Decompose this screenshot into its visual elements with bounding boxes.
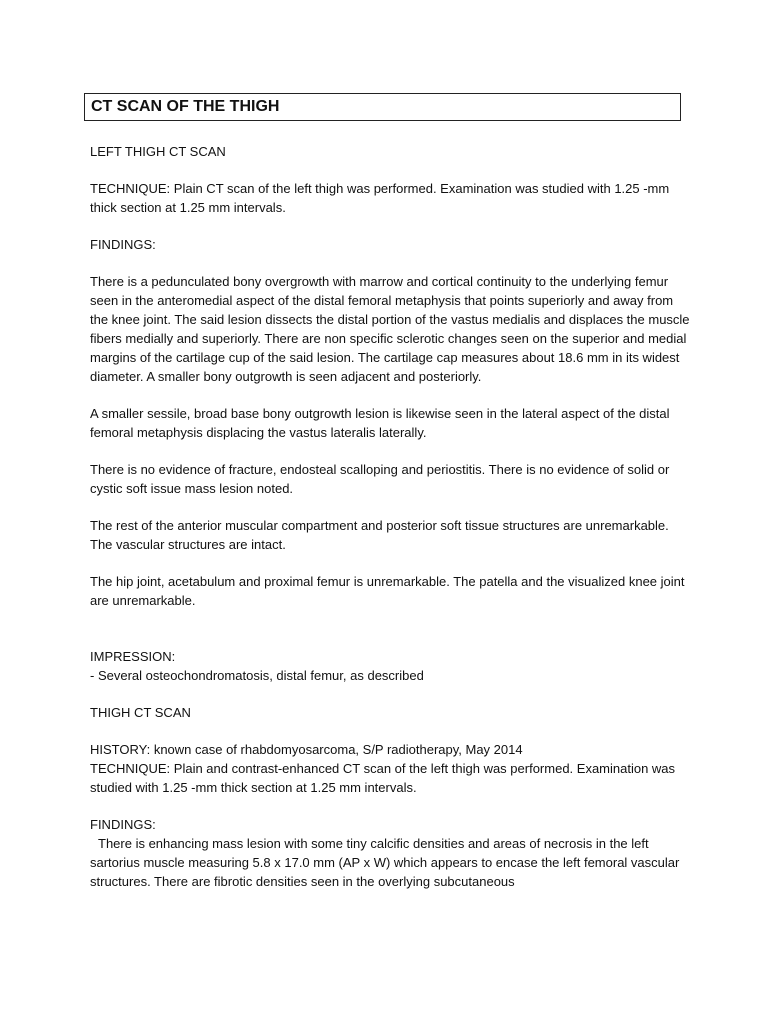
section-heading: THIGH CT SCAN xyxy=(90,705,191,720)
findings-label: FINDINGS: xyxy=(90,237,156,252)
technique-paragraph: TECHNIQUE: Plain CT scan of the left thigh was performed. Examination was studied with 1.25 -mm thick section at 1.25 mm intervals. xyxy=(90,181,670,215)
findings-paragraph: There is enhancing mass lesion with some tiny calcific densities and areas of necrosis in the left sartorius muscle measuring 5.8 x 17.0 mm (AP x W) which appears to encase the left femoral vascular structures. There are fibrotic densities seen in the overlying subcutaneous xyxy=(90,836,680,889)
document-title: CT SCAN OF THE THIGH xyxy=(91,98,280,115)
history-paragraph: HISTORY: known case of rhabdomyosarcoma, S/P radiotherapy, May 2014 xyxy=(90,742,523,757)
findings-paragraph: There is a pedunculated bony overgrowth with marrow and cortical continuity to the underlying femur seen in the anteromedial aspect of the distal femoral metaphysis that points superiorly and away from the knee joint. The said lesion dissects the distal portion of the vastus medialis and displaces the muscle fibers medially and superiorly. There are non specific sclerotic changes seen on the superior and medial margins of the cartilage cup of the said lesion. The cartilage cap measures about 18.6 mm in its widest diameter. A smaller bony outgrowth is seen adjacent and posteriorly. xyxy=(90,274,690,384)
findings-paragraph: A smaller sessile, broad base bony outgrowth lesion is likewise seen in the lateral aspect of the distal femoral metaphysis displacing the vastus lateralis laterally. xyxy=(90,406,670,440)
impression-label: IMPRESSION: xyxy=(90,649,176,664)
findings-paragraph: The hip joint, acetabulum and proximal femur is unremarkable. The patella and the visualized knee joint are unremarkable. xyxy=(90,574,685,608)
title-box xyxy=(84,93,681,121)
technique-paragraph: TECHNIQUE: Plain and contrast-enhanced CT scan of the left thigh was performed. Examination was studied with 1.25 -mm thick section at 1.25 mm intervals. xyxy=(90,761,676,795)
findings-paragraph: There is no evidence of fracture, endosteal scalloping and periostitis. There is no evidence of solid or cystic soft issue mass lesion noted. xyxy=(90,462,670,496)
findings-paragraph: The rest of the anterior muscular compartment and posterior soft tissue structures are unremarkable. The vascular structures are intact. xyxy=(90,518,669,552)
findings-label: FINDINGS: xyxy=(90,817,156,832)
report-content xyxy=(90,142,690,891)
section-heading: LEFT THIGH CT SCAN xyxy=(90,144,226,159)
impression-text: - Several osteochondromatosis, distal femur, as described xyxy=(90,668,424,683)
